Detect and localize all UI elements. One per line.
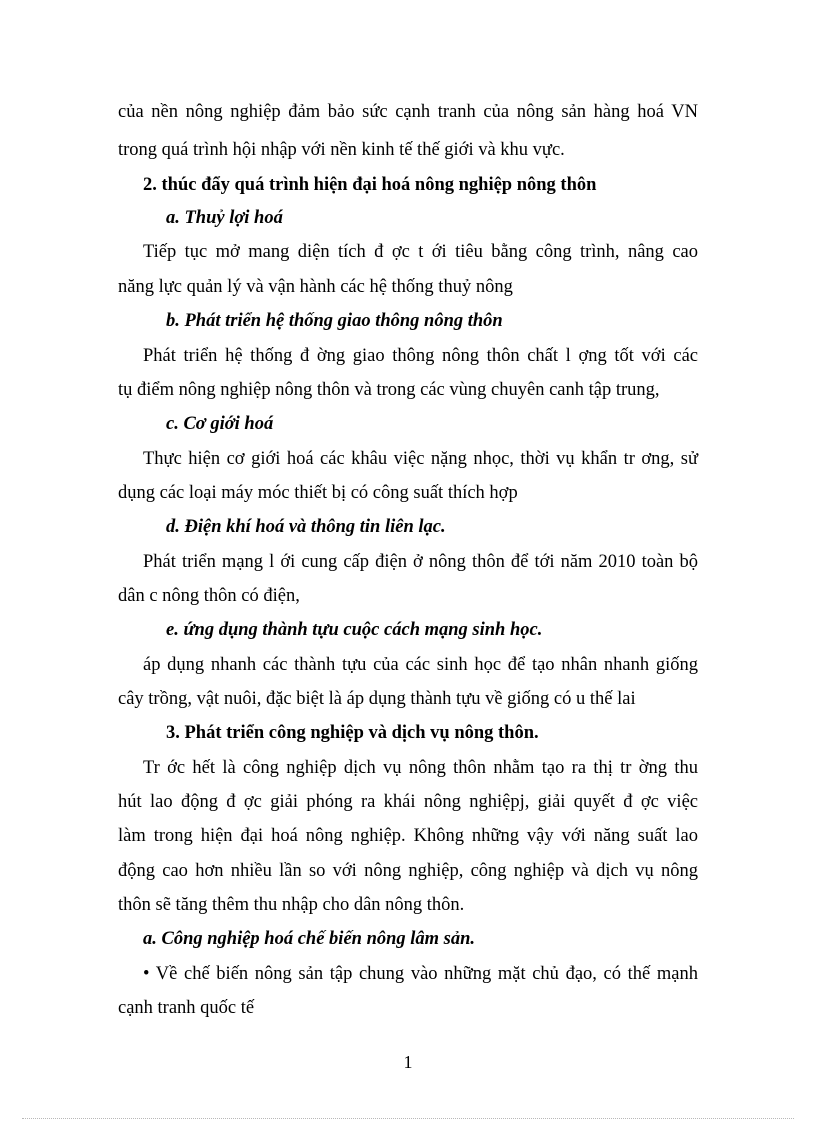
text-line: dân c nông thôn có điện,	[118, 586, 300, 606]
text-line: tụ điểm nông nghiệp nông thôn và trong các vùng chuyên canh tập trung,	[118, 380, 660, 400]
text-line: năng lực quản lý và vận hành các hệ thống thuỷ nông	[118, 277, 513, 297]
text-line: cạnh tranh quốc tế	[118, 998, 255, 1018]
text-line: trong quá trình hội nhập với nền kinh tế thế giới và khu vực.	[118, 140, 565, 160]
subheading-thuy-loi-hoa: a. Thuỷ lợi hoá	[166, 208, 283, 228]
text-line: hút lao động đ ợc giải phóng ra khái nông nghiệpj, giải quyết đ ợc việc	[118, 792, 698, 812]
text-line: dụng các loại máy móc thiết bị có công suất thích hợp	[118, 483, 518, 503]
text-line: thôn sẽ tăng thêm thu nhập cho dân nông thôn.	[118, 895, 465, 915]
text-line: cây trồng, vật nuôi, đặc biệt là áp dụng thành tựu về giống có u thế lai	[118, 689, 636, 709]
page-number: 1	[403, 1052, 413, 1072]
text-line: động cao hơn nhiều lần so với nông nghiệp, công nghiệp và dịch vụ nông	[118, 861, 698, 881]
page-bottom-divider	[22, 1118, 794, 1119]
bullet-text-line: • Về chế biến nông sản tập chung vào những mặt chủ đạo, có thế mạnh	[143, 964, 698, 984]
text-line: áp dụng nhanh các thành tựu của các sinh học để tạo nhân nhanh giống	[143, 655, 698, 675]
text-line: Tr ớc hết là công nghiệp dịch vụ nông thôn nhằm tạo ra thị tr ờng thu	[143, 758, 698, 778]
text-line: Phát triển mạng l ới cung cấp điện ở nông thôn để tới năm 2010 toàn bộ	[143, 552, 698, 572]
text-line: Thực hiện cơ giới hoá các khâu việc nặng nhọc, thời vụ khẩn tr ơng, sử	[143, 449, 698, 469]
section-heading-3: 3. Phát triển công nghiệp và dịch vụ nông thôn.	[166, 723, 539, 743]
section-heading-2: 2. thúc đẩy quá trình hiện đại hoá nông nghiệp nông thôn	[143, 175, 597, 195]
text-line: Phát triển hệ thống đ ờng giao thông nông thôn chất l ợng tốt với các	[143, 346, 698, 366]
subheading-co-gioi-hoa: c. Cơ giới hoá	[166, 414, 274, 434]
subheading-che-bien-nong-lam-san: a. Công nghiệp hoá chế biến nông lâm sản.	[143, 929, 476, 949]
text-line: Tiếp tục mở mang diện tích đ ợc t ới tiêu bằng công trình, nâng cao	[143, 242, 698, 262]
text-line: của nền nông nghiệp đảm bảo sức cạnh tranh của nông sản hàng hoá VN	[118, 102, 698, 122]
subheading-giao-thong: b. Phát triển hệ thống giao thông nông thôn	[166, 311, 503, 331]
text-line: làm trong hiện đại hoá nông nghiệp. Không những vậy với năng suất lao	[118, 826, 698, 846]
subheading-dien-khi-hoa: d. Điện khí hoá và thông tin liên lạc.	[166, 517, 446, 537]
subheading-ung-dung-sinh-hoc: e. ứng dụng thành tựu cuộc cách mạng sinh học.	[166, 620, 543, 640]
